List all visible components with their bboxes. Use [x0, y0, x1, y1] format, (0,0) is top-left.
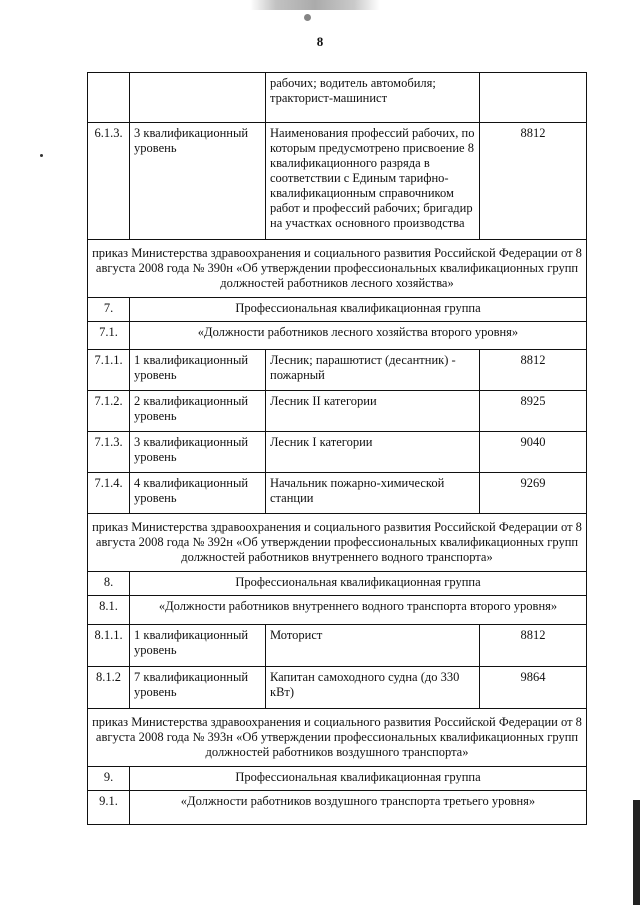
qualification-level: 3 квалификационный уровень [130, 123, 266, 240]
group-title: Профессиональная квалификационная группа [130, 298, 587, 322]
qualification-table [87, 72, 587, 825]
qualification-level [130, 73, 266, 123]
salary-code: 8812 [480, 350, 587, 391]
order-reference: приказ Министерства здравоохранения и социального развития Российской Федерации от 8 августа 2008 года № 390н «Об утверждении профессиональных квалификационных групп должностей работников лесного хозяйства» [88, 240, 587, 298]
salary-code: 9269 [480, 473, 587, 514]
scan-edge-shadow [633, 800, 640, 905]
positions: Лесник; парашютист (десантник) - пожарный [266, 350, 480, 391]
positions: Лесник I категории [266, 432, 480, 473]
row-number: 7.1.4. [88, 473, 130, 514]
group-row [88, 322, 587, 350]
row-number: 7. [88, 298, 130, 322]
table-row [88, 123, 587, 240]
row-number: 8.1.2 [88, 667, 130, 709]
row-number: 7.1.2. [88, 391, 130, 432]
scan-speck [40, 154, 43, 157]
salary-code: 9040 [480, 432, 587, 473]
order-row [88, 240, 587, 298]
group-title: Профессиональная квалификационная группа [130, 767, 587, 791]
salary-code: 9864 [480, 667, 587, 709]
group-row [88, 572, 587, 596]
row-number: 9.1. [88, 791, 130, 825]
order-reference: приказ Министерства здравоохранения и социального развития Российской Федерации от 8 августа 2008 года № 393н «Об утверждении профессиональных квалификационных групп должностей работников воздушного транспорта» [88, 709, 587, 767]
group-row [88, 596, 587, 625]
qualification-level: 4 квалификационный уровень [130, 473, 266, 514]
table-row [88, 473, 587, 514]
group-title: «Должности работников лесного хозяйства второго уровня» [130, 322, 587, 350]
row-number: 8.1. [88, 596, 130, 625]
positions: Капитан самоходного судна (до 330 кВт) [266, 667, 480, 709]
qualification-table-body [88, 73, 587, 825]
row-number: 7.1. [88, 322, 130, 350]
positions: Моторист [266, 625, 480, 667]
row-number: 7.1.3. [88, 432, 130, 473]
qualification-level: 3 квалификационный уровень [130, 432, 266, 473]
row-number [88, 73, 130, 123]
order-row [88, 709, 587, 767]
table-row [88, 432, 587, 473]
qualification-level: 1 квалификационный уровень [130, 350, 266, 391]
scan-artifact-dot [304, 14, 311, 21]
salary-code: 8925 [480, 391, 587, 432]
salary-code: 8812 [480, 123, 587, 240]
row-number: 9. [88, 767, 130, 791]
group-row [88, 767, 587, 791]
scan-artifact [250, 0, 380, 10]
table-row [88, 391, 587, 432]
order-row [88, 514, 587, 572]
table-row [88, 667, 587, 709]
row-number: 6.1.3. [88, 123, 130, 240]
row-number: 8.1.1. [88, 625, 130, 667]
group-title: Профессиональная квалификационная группа [130, 572, 587, 596]
table-row [88, 73, 587, 123]
salary-code [480, 73, 587, 123]
group-row [88, 791, 587, 825]
positions: Лесник II категории [266, 391, 480, 432]
row-number: 7.1.1. [88, 350, 130, 391]
group-row [88, 298, 587, 322]
salary-code: 8812 [480, 625, 587, 667]
order-reference: приказ Министерства здравоохранения и социального развития Российской Федерации от 8 августа 2008 года № 392н «Об утверждении профессиональных квалификационных групп должностей работников внутреннего водного транспорта» [88, 514, 587, 572]
page-number: 8 [316, 34, 324, 49]
row-number: 8. [88, 572, 130, 596]
qualification-level: 1 квалификационный уровень [130, 625, 266, 667]
positions: рабочих; водитель автомобиля; тракторист-машинист [266, 73, 480, 123]
table-row [88, 625, 587, 667]
table-row [88, 350, 587, 391]
positions: Начальник пожарно-химической станции [266, 473, 480, 514]
positions: Наименования профессий рабочих, по которым предусмотрено присвоение 8 квалификационного разряда в соответствии с Единым тарифно-квалификационным справочником работ и профессий рабочих; бригадир на участках основного производства [266, 123, 480, 240]
qualification-level: 2 квалификационный уровень [130, 391, 266, 432]
group-title: «Должности работников внутреннего водного транспорта второго уровня» [130, 596, 587, 625]
qualification-level: 7 квалификационный уровень [130, 667, 266, 709]
group-title: «Должности работников воздушного транспорта третьего уровня» [130, 791, 587, 825]
